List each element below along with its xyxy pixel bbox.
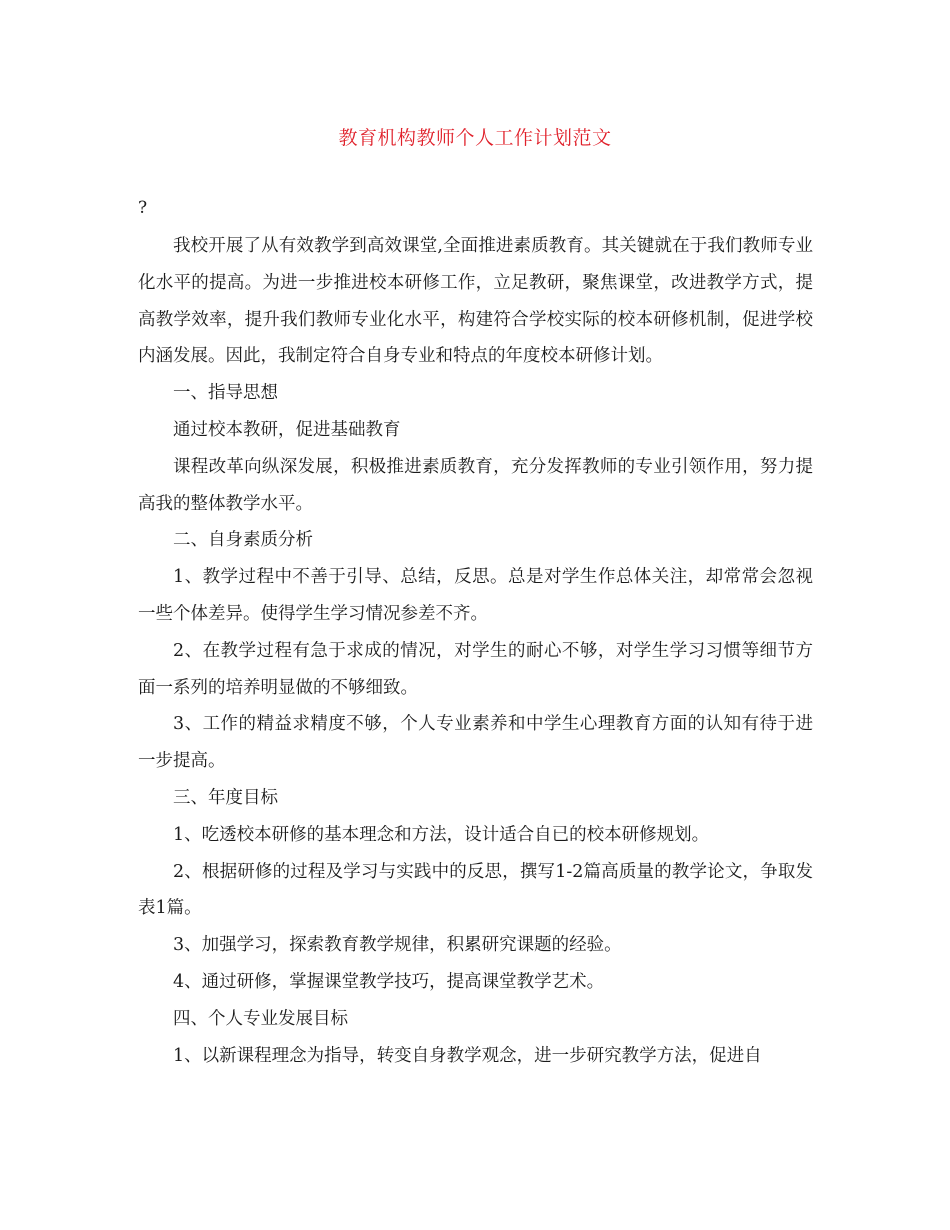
list-item: 2、在教学过程有急于求成的情况，对学生的耐心不够，对学生学习习惯等细节方面一系列的培养明显做的不够细致。	[138, 640, 813, 698]
document-title: 教育机构教师个人工作计划范文	[338, 127, 612, 149]
list-item: 1、吃透校本研修的基本理念和方法，设计适合自已的校本研修规划。	[173, 824, 710, 845]
list-item: 1、以新课程理念为指导，转变自身教学观念，进一步研究教学方法，促进自	[173, 1045, 762, 1066]
list-item: 3、工作的精益求精度不够，个人专业素养和中学生心理教育方面的认知有待于进一步提高。	[138, 714, 813, 772]
list-item: 3、加强学习，探索教育教学规律，积累研究课题的经验。	[173, 935, 622, 956]
section-heading-3: 三、年度目标	[173, 787, 278, 808]
paragraph-intro: 我校开展了从有效教学到高效课堂,全面推进素质教育。其关键就在于我们教师专业化水平的提高。为进一步推进校本研修工作，立足教研，聚焦课堂，改进教学方式，提高教学效率，提升我们教师专业化水平，构建符合学校实际的校本研修机制，促进学校内涵发展。因此，我制定符合自身专业和特点的年度校本研修计划。	[138, 236, 813, 367]
document-body	[138, 228, 813, 1074]
list-item: 4、通过研修，掌握课堂教学技巧，提高课堂教学艺术。	[173, 971, 605, 992]
paragraph: 通过校本教研，促进基础教育	[173, 419, 401, 440]
section-heading-4: 四、个人专业发展目标	[173, 1008, 348, 1029]
list-item: 2、根据研修的过程及学习与实践中的反思，撰写1-2篇高质量的教学论文，争取发表1篇。	[138, 861, 813, 919]
list-item: 1、教学过程中不善于引导、总结，反思。总是对学生作总体关注，却常常会忽视一些个体差异。使得学生学习情况参差不齐。	[138, 567, 813, 624]
section-heading-1: 一、指导思想	[173, 383, 278, 404]
paragraph: 课程改革向纵深发展，积极推进素质教育，充分发挥教师的专业引领作用，努力提高我的整体教学水平。	[138, 456, 813, 514]
paragraph-marker: ?	[138, 198, 148, 218]
section-heading-2: 二、自身素质分析	[173, 530, 313, 551]
